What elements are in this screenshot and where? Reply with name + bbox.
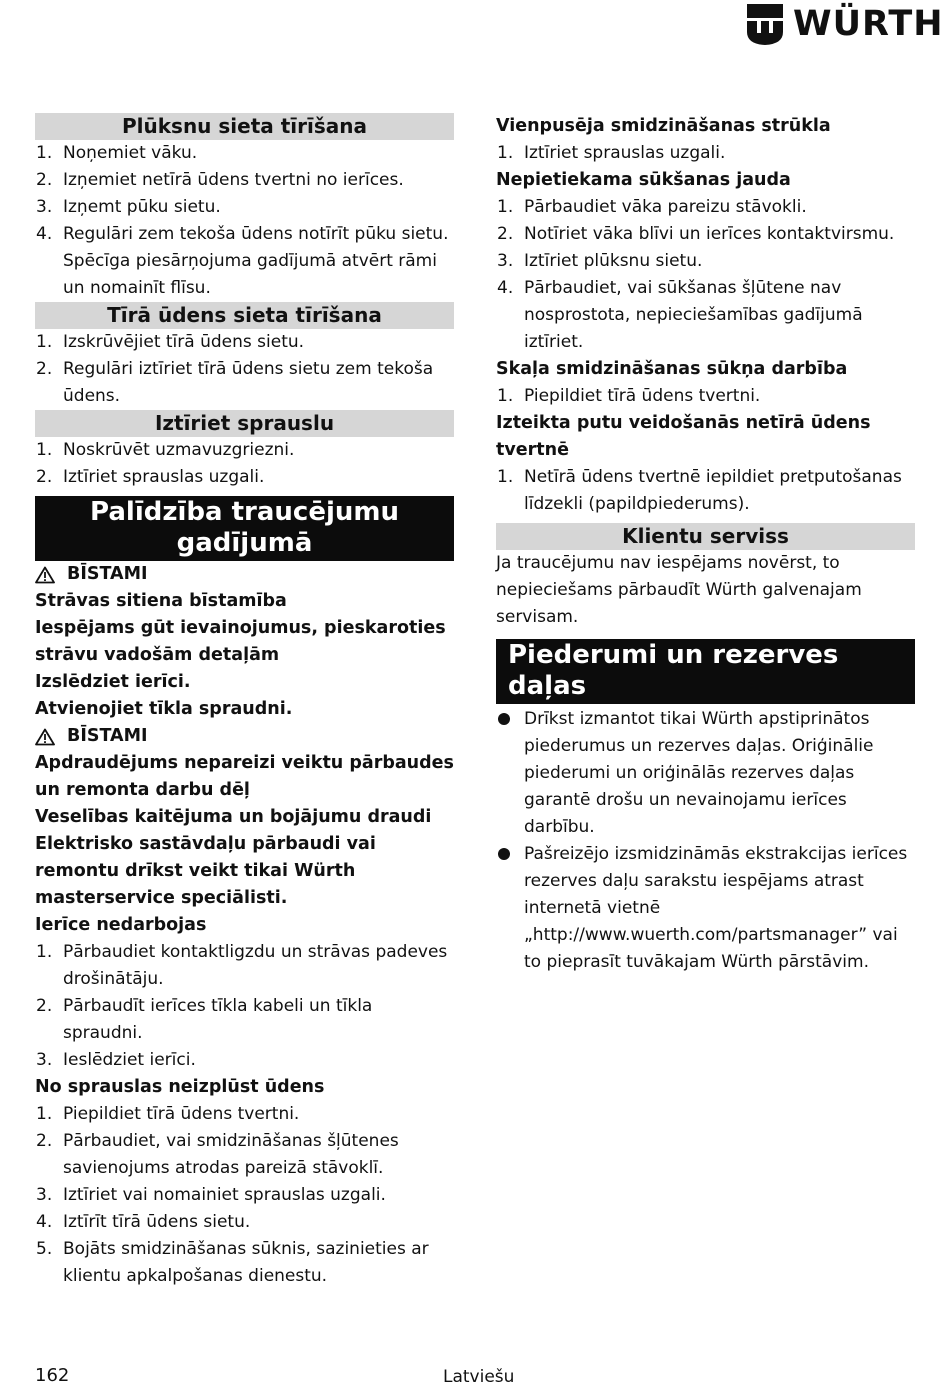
chapter-title-troubleshooting: Palīdzība traucējumu gadījumā — [35, 496, 454, 561]
wurth-emblem-icon — [745, 2, 785, 46]
page-language: Latviešu — [443, 1367, 515, 1387]
section-title-clean-nozzle: Iztīriet sprauslu — [35, 410, 454, 437]
low-suction-steps — [496, 194, 915, 356]
chapter-title-accessories: Piederumi un rezerves daļas — [496, 639, 915, 704]
problem-title-loud-pump: Skaļa smidzināšanas sūkņa darbība — [496, 359, 848, 379]
warning-triangle-icon — [35, 728, 55, 746]
list-item: 1. Pārbaudiet vāka pareizu stāvokli. — [497, 197, 807, 217]
list-item: 2. Notīriet vāka blīvi un ierīces kontaktvirsmu. — [497, 224, 895, 244]
danger-text: Veselības kaitējuma un bojājumu draudi — [35, 807, 432, 827]
right-column — [496, 113, 915, 976]
problem-title-one-sided-spray: Vienpusēja smidzināšanas strūkla — [496, 116, 831, 136]
clean-nozzle-steps — [35, 437, 454, 491]
wurth-logo — [745, 2, 947, 46]
loud-pump-steps — [496, 383, 915, 410]
one-sided-spray-steps — [496, 140, 915, 167]
section-title-customer-service: Klientu serviss — [496, 523, 915, 550]
list-item: 1. Pārbaudiet kontaktligzdu un strāvas padeves drošinātāju. — [36, 942, 448, 989]
danger-text: Strāvas sitiena bīstamība — [35, 591, 287, 611]
list-item: 5. Bojāts smidzināšanas sūknis, sazinieties ar klientu apkalpošanas dienestu. — [36, 1239, 429, 1286]
list-item: 1. Iztīriet sprauslas uzgali. — [497, 143, 726, 163]
danger-text: Izslēdziet ierīci. — [35, 672, 191, 692]
list-item: 2. Izņemiet netīrā ūdens tvertni no ierīces. — [36, 170, 404, 190]
danger-text: Atvienojiet tīkla spraudni. — [35, 699, 293, 719]
problem-title-low-suction: Nepietiekama sūkšanas jauda — [496, 170, 791, 190]
list-item: 3. Izņemt pūku sietu. — [36, 197, 221, 217]
section-title-clean-water-filter: Tīrā ūdens sieta tīrīšana — [35, 302, 454, 329]
problem-title-not-working: Ierīce nedarbojas — [35, 915, 207, 935]
foaming-steps — [496, 464, 915, 518]
left-column — [35, 113, 454, 1290]
list-item: 1. Noskrūvēt uzmavuzgriezni. — [36, 440, 295, 460]
danger-label: BĪSTAMI — [35, 723, 454, 750]
list-item: 1. Netīrā ūdens tvertnē iepildiet pretputošanas līdzekli (papildpiederums). — [497, 467, 902, 514]
list-item: 2. Iztīriet sprauslas uzgali. — [36, 467, 265, 487]
list-item: 1. Izskrūvējiet tīrā ūdens sietu. — [36, 332, 305, 352]
bullet-icon — [498, 713, 510, 725]
brand-name: WÜRTH — [793, 4, 944, 44]
list-item: 1. Piepildiet tīrā ūdens tvertni. — [36, 1104, 300, 1124]
danger-text: Elektrisko sastāvdaļu pārbaudi vai remontu drīkst veikt tikai Würth masterservice speciālisti. — [35, 834, 376, 908]
list-item: 3. Iztīriet vai nomainiet sprauslas uzgali. — [36, 1185, 386, 1205]
list-item: 2. Pārbaudīt ierīces tīkla kabeli un tīkla spraudni. — [36, 996, 373, 1043]
not-working-steps — [35, 939, 454, 1074]
list-item: Pašreizējo izsmidzināmās ekstrakcijas ierīces rezerves daļu sarakstu iespējams atrast internetā vietnē „http://www.wuerth.com/partsmanager” vai to pieprasīt tuvākajam Würth pārstāvim. — [496, 841, 915, 976]
problem-title-foaming: Izteikta putu veidošanās netīrā ūdens tvertnē — [496, 413, 871, 460]
page-number: 162 — [35, 1365, 70, 1386]
list-item: 3. Iztīriet plūksnu sietu. — [497, 251, 703, 271]
danger-label: BĪSTAMI — [35, 561, 454, 588]
customer-service-text: Ja traucējumu nav iespējams novērst, to nepieciešams pārbaudīt Würth galvenajam servisam. — [496, 553, 862, 627]
problem-title-no-water: No sprauslas neizplūst ūdens — [35, 1077, 325, 1097]
accessories-list — [496, 706, 915, 976]
list-item: 4. Iztīrīt tīrā ūdens sietu. — [36, 1212, 251, 1232]
section-title-lint-filter: Plūksnu sieta tīrīšana — [35, 113, 454, 140]
list-item: 1. Noņemiet vāku. — [36, 143, 198, 163]
lint-filter-steps — [35, 140, 454, 302]
bullet-icon — [498, 848, 510, 860]
no-water-steps — [35, 1101, 454, 1290]
danger-text: Iespējams gūt ievainojumus, pieskaroties strāvu vadošām detaļām — [35, 618, 446, 665]
danger-text: Apdraudējums nepareizi veiktu pārbaudes un remonta darbu dēļ — [35, 753, 454, 800]
list-item: 3. Ieslēdziet ierīci. — [36, 1050, 196, 1070]
clean-water-filter-steps — [35, 329, 454, 410]
list-item: 2. Regulāri iztīriet tīrā ūdens sietu zem tekoša ūdens. — [36, 359, 434, 406]
list-item: 2. Pārbaudiet, vai smidzināšanas šļūtenes savienojums atrodas pareizā stāvoklī. — [36, 1131, 399, 1178]
warning-triangle-icon — [35, 566, 55, 584]
list-item: 4. Regulāri zem tekoša ūdens notīrīt pūku sietu. Spēcīga piesārņojuma gadījumā atvērt rāmi un nomainīt flīsu. — [36, 224, 449, 298]
list-item: Drīkst izmantot tikai Würth apstiprinātos piederumus un rezerves daļas. Oriģinālie piederumi un oriģinālās rezerves daļas garantē drošu un nevainojamu ierīces darbību. — [496, 706, 915, 841]
list-item: 1. Piepildiet tīrā ūdens tvertni. — [497, 386, 761, 406]
list-item: 4. Pārbaudiet, vai sūkšanas šļūtene nav nosprostota, nepieciešamības gadījumā iztīriet. — [497, 278, 863, 352]
